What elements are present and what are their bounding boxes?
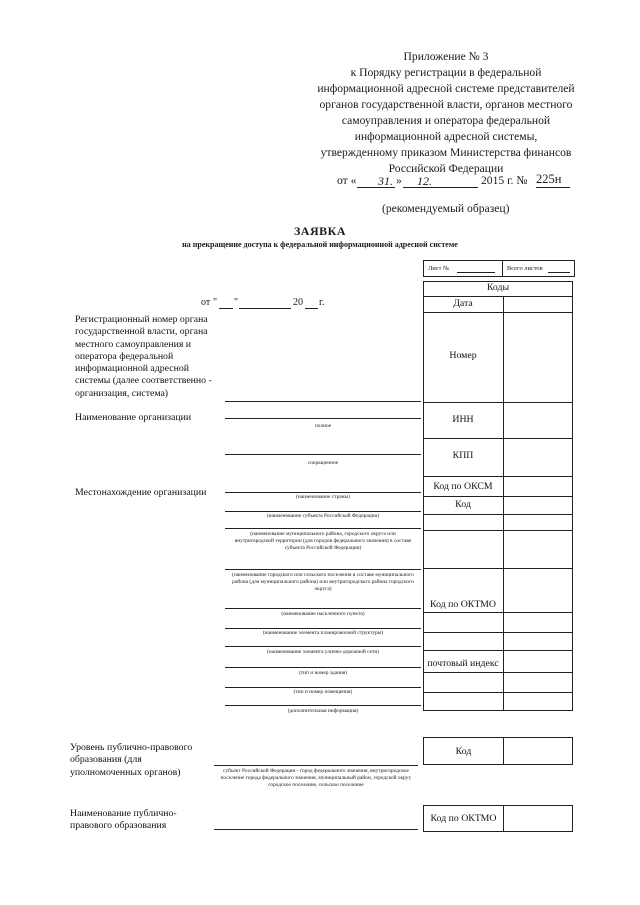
public-name-field[interactable] (214, 829, 418, 830)
code-number-label: Номер (449, 350, 477, 361)
sheet-number-label: Лист № (428, 265, 450, 272)
country-field[interactable] (225, 492, 421, 493)
header-line-4: органов государственной власти, органов местного (319, 98, 573, 111)
reg-number-label: Регистрационный номер органа государственной власти, органа местного самоуправления и оператора федеральной информационной адресной системы (далее соответственно - организация, система) (75, 314, 212, 399)
sheet-number-field[interactable] (457, 272, 495, 273)
extra-caption: (дополнительная информация) (287, 708, 359, 714)
header-line-1: Приложение № 3 (403, 50, 489, 63)
org-name-label: Наименование организации (75, 412, 192, 423)
date-year-suffix: г. (319, 297, 325, 308)
date-day-field[interactable] (219, 308, 233, 309)
org-name-full-field[interactable] (225, 418, 421, 419)
header-line-6: информационной адресной системы, (354, 130, 538, 143)
country-caption: (наименование страны) (296, 494, 350, 500)
org-name-short-caption: сокращенное (307, 460, 339, 466)
public-oktmo-label: Код по ОКТМО (430, 813, 497, 824)
sample-note: (рекомендуемый образец) (382, 202, 510, 215)
public-name-label: Наименование публично-правового образования (70, 808, 177, 832)
date-prefix: от (201, 297, 211, 308)
building-field[interactable] (225, 667, 421, 668)
code-postal-label: почтовый индекс (427, 658, 499, 669)
settlement-field[interactable] (225, 569, 421, 570)
sheet-box (423, 260, 575, 277)
code-inn-label: ИНН (452, 414, 474, 425)
location-label: Местонахождение организации (75, 487, 207, 498)
header-line-5: самоуправления и оператора федеральной (341, 114, 551, 127)
level-field[interactable] (214, 765, 418, 766)
document-title: ЗАЯВКА (293, 224, 347, 238)
code-kpp-label: КПП (452, 450, 474, 461)
order-year: 2015 г. № (481, 174, 528, 187)
date-year-prefix: 20 (293, 297, 303, 308)
code-oksm-label: Код по ОКСМ (433, 481, 493, 492)
codes-header: Коды (486, 282, 510, 293)
org-name-short-field[interactable] (225, 454, 421, 455)
municipal-caption: (наименование муниципального района, городского округа или внутригородской территории (для городов федерального значения) в составе субъекта Российской Федерации) (234, 531, 412, 551)
level-caption: субъект Российской Федерации - город федерального значения, внутригородское поселение города федерального значения, муниципальный район, городской округ, городское поселение, сельское поселение (220, 768, 412, 788)
public-oktmo-box (423, 805, 573, 832)
org-name-full-caption: полное (314, 423, 332, 429)
subject-caption: (наименование субъекта Российской Федерации) (266, 513, 380, 519)
building-caption: (тип и номер здания) (298, 670, 348, 676)
locality-caption: (наименование населенного пункта) (281, 611, 365, 617)
planning-caption: (наименование элемента планировочной структуры) (262, 630, 384, 636)
order-number: 225н (536, 172, 562, 186)
header-line-3: информационной адресной системе представителей (317, 82, 575, 95)
level-label: Уровень публично-правового образования (для уполномоченных органов) (70, 742, 193, 778)
sheet-total-label: Всего листов (507, 265, 543, 272)
header-line-2: к Порядку регистрации в федеральной (350, 66, 542, 79)
order-day-underline (357, 187, 395, 188)
planning-field[interactable] (225, 628, 421, 629)
code-date-label: Дата (453, 298, 473, 309)
date-year-field[interactable] (305, 308, 318, 309)
street-caption: (наименование элемента улично-дорожной сети) (266, 649, 380, 655)
room-field[interactable] (225, 687, 421, 688)
level-code-label: Код (455, 746, 472, 757)
header-line-7: утвержденному приказом Министерства финансов (320, 146, 572, 159)
header-line-8: Российской Федерации (388, 162, 504, 175)
code-oktmo-label: Код по ОКТМО (430, 599, 496, 610)
date-month-field[interactable] (239, 308, 291, 309)
reg-number-field[interactable] (225, 401, 421, 402)
subject-field[interactable] (225, 511, 421, 512)
extra-field[interactable] (225, 705, 421, 706)
settlement-caption: (наименование городского или сельского поселения в составе муниципального района (для муниципального района) или внутригородского района городского округа) (232, 572, 414, 592)
level-code-box (423, 737, 573, 765)
order-prefix: от « (337, 174, 357, 187)
codes-divider (503, 296, 504, 711)
street-field[interactable] (225, 646, 421, 647)
order-number-underline (536, 187, 570, 188)
order-month-underline (403, 187, 478, 188)
sheet-total-field[interactable] (548, 272, 570, 273)
room-caption: (тип и номер помещения) (293, 689, 353, 695)
order-day: 31. (378, 174, 393, 188)
order-month: 12. (417, 174, 432, 188)
document-subtitle: на прекращение доступа к федеральной информационной адресной системе (182, 240, 458, 249)
code-subject-label: Код (455, 499, 471, 510)
municipal-field[interactable] (225, 528, 421, 529)
locality-field[interactable] (225, 608, 421, 609)
